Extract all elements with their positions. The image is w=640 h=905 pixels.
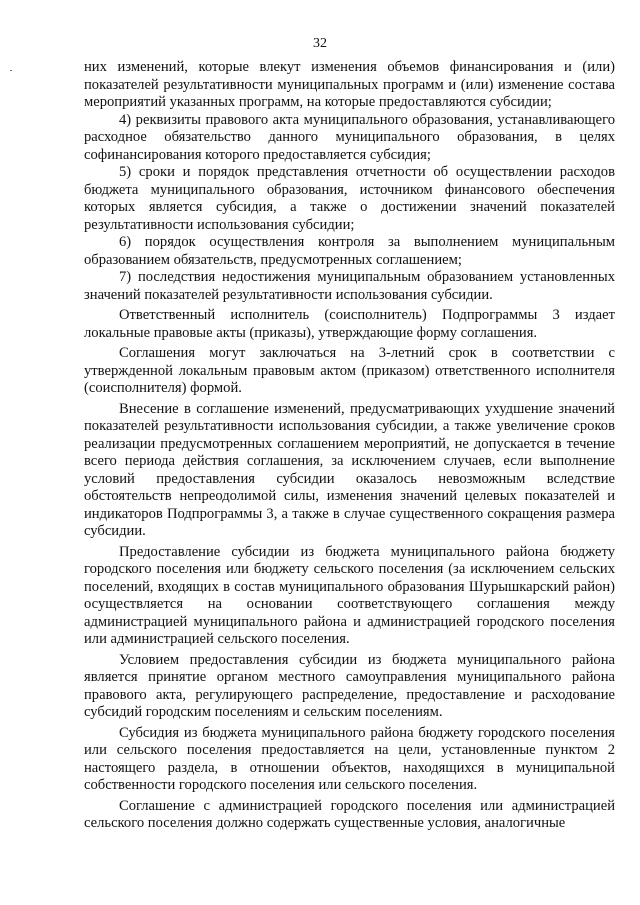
list-item-6: 6) порядок осуществления контроля за выполнением муниципальным образованием обязательств, предусмотренных соглашением; [84,234,615,268]
list-item-7: 7) последствия недостижения муниципальным образованием установленных значений показателей результативности использования субсидии. [84,269,615,303]
list-item-4: 4) реквизиты правового акта муниципального образования, устанавливающего расходное обязательство данного муниципального образования, в целях софинансирования которого предоставляется субсидия; [84,111,615,163]
document-body [84,59,615,833]
paragraph: Предоставление субсидии из бюджета муниципального района бюджету городского поселения или бюджету сельского поселения (за исключением сельских поселений, входящих в состав муниципального образования Шурышкарский район) осуществляется на основании соответствующего соглашения между администрацией муниципального района и администрацией городского поселения или администрацией сельского поселения. [84,543,615,647]
paragraph: Соглашение с администрацией городского поселения или администрацией сельского поселения должно содержать существенные условия, аналогичные [84,797,615,831]
paragraph: Соглашения могут заключаться на 3-летний срок в соответствии с утвержденной локальным правовым актом (приказом) ответственного исполнителя (соисполнителя) формой. [84,345,615,396]
paragraph: Условием предоставления субсидии из бюджета муниципального района является принятие органом местного самоуправления муниципального района правового акта, регулирующего распределение, предоставление и расходование субсидий городским поселениям и сельским поселениям. [84,651,615,720]
list-item-5: 5) сроки и порядок представления отчетности об осуществлении расходов бюджета муниципального образования, источником финансового обеспечения которых является субсидия, а также о достижении значений показателей результативности использования субсидии; [84,164,615,233]
paragraph: Внесение в соглашение изменений, предусматривающих ухудшение значений показателей результативности использования субсидии, а также увеличение сроков реализации предусмотренных соглашением мероприятий, не допускается в течение всего периода действия соглашения, за исключением случаев, если выполнение условий предоставления субсидии оказалось невозможным вследствие обстоятельств непреодолимой силы, изменения значений целевых показателей и индикаторов Подпрограммы 3, а также в случае существенного сокращения размера субсидии. [84,400,615,539]
page-number: 32 [313,36,327,51]
scan-speck [10,70,12,71]
paragraph: Ответственный исполнитель (соисполнитель) Подпрограммы 3 издает локальные правовые акты (приказы), утверждающие форму соглашения. [84,307,615,341]
paragraph: Субсидия из бюджета муниципального района бюджету городского поселения или сельского поселения предоставляется на цели, установленные пунктом 2 настоящего раздела, в отношении объектов, находящихся в муниципальной собственности городского поселения или сельского поселения. [84,724,615,793]
paragraph: них изменений, которые влекут изменения объемов финансирования и (или) показателей результативности муниципальных программ и (или) изменение состава мероприятий указанных программ, на которые предоставляются субсидии; [84,59,615,110]
